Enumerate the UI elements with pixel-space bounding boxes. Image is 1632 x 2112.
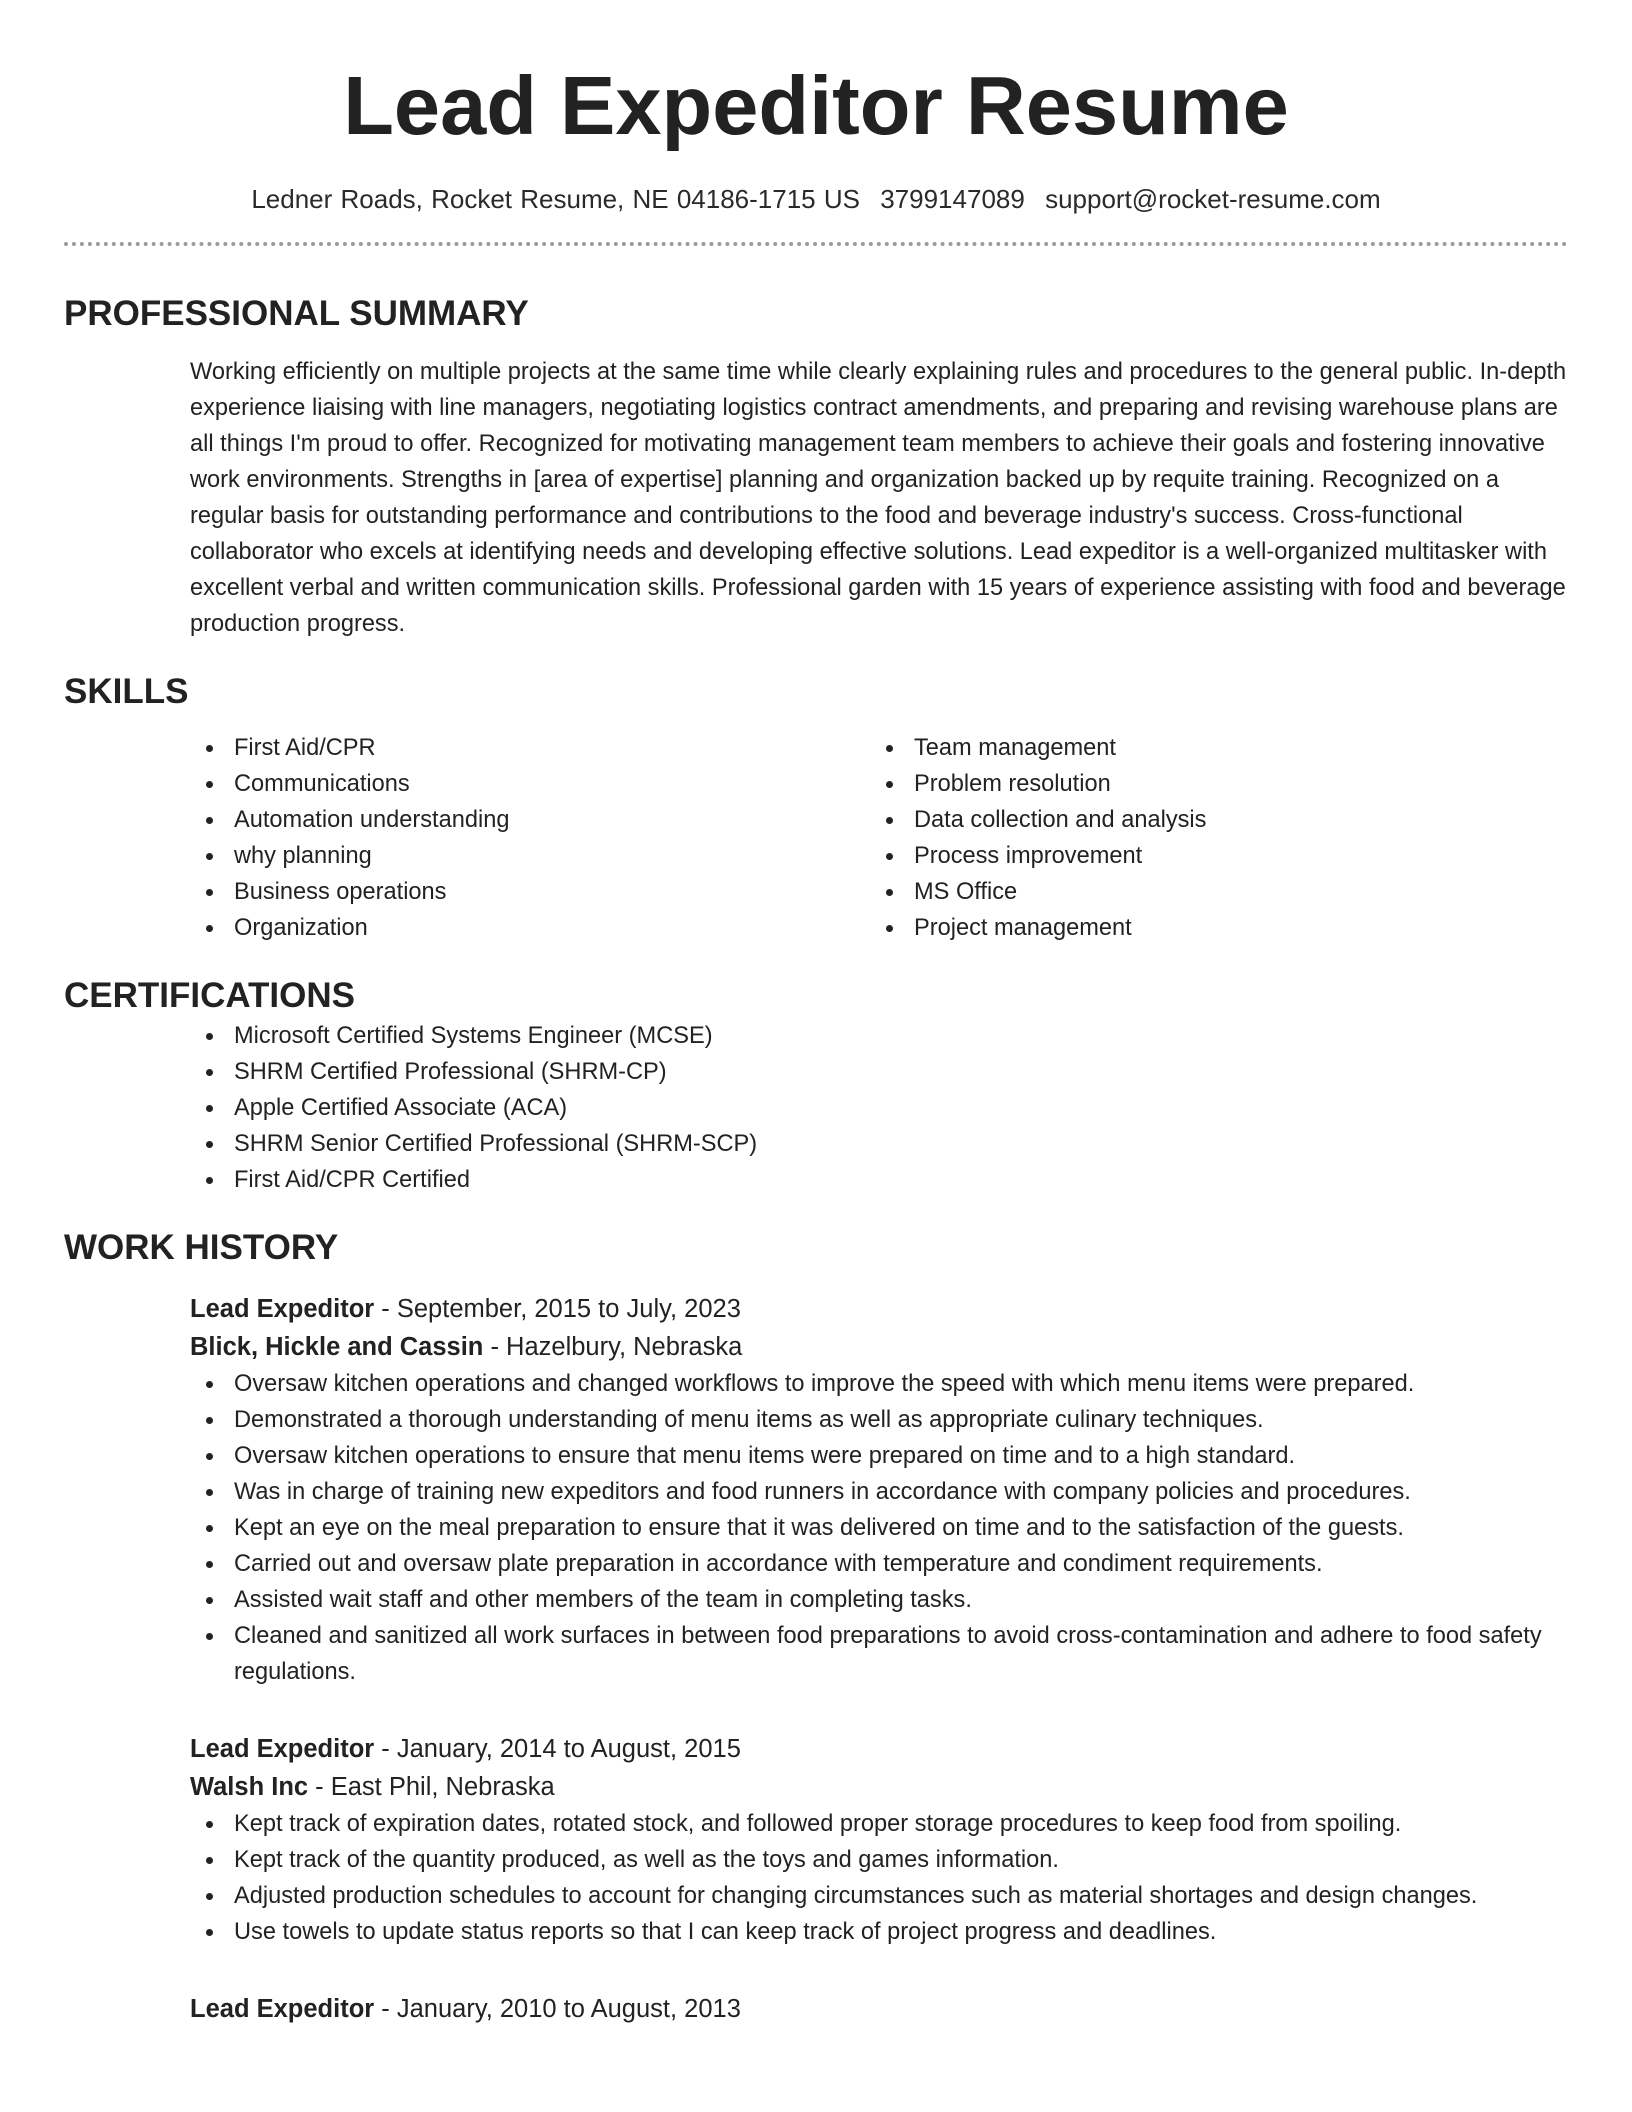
- job-company: Blick, Hickle and Cassin: [190, 1333, 484, 1361]
- skill-item: Business operations: [190, 874, 870, 910]
- job-title-line: [190, 1730, 1568, 1768]
- job-title: Lead Expeditor: [190, 1295, 375, 1323]
- skill-item: Process improvement: [870, 838, 1550, 874]
- skill-item: why planning: [190, 838, 870, 874]
- job-bullets: [190, 1366, 1568, 1690]
- skill-item: First Aid/CPR: [190, 730, 870, 766]
- job-bullet: Kept track of the quantity produced, as well as the toys and games information.: [190, 1842, 1568, 1878]
- certification-item: First Aid/CPR Certified: [190, 1162, 1568, 1198]
- skills-list-left: [190, 730, 870, 946]
- skill-item: Communications: [190, 766, 870, 802]
- job-entry: [190, 1290, 1568, 1690]
- job-entry: [190, 1990, 1568, 2028]
- skill-item: Problem resolution: [870, 766, 1550, 802]
- job-dates: - September, 2015 to July, 2023: [374, 1295, 741, 1323]
- skills-list-right: [870, 730, 1550, 946]
- job-bullet: Use towels to update status reports so that I can keep track of project progress and deadlines.: [190, 1914, 1568, 1950]
- job-title-line: [190, 1290, 1568, 1328]
- certifications-list: [190, 1018, 1568, 1198]
- skills-grid: [190, 730, 1568, 946]
- contact-address: Ledner Roads, Rocket Resume, NE 04186-1715 US: [251, 184, 860, 214]
- job-bullet: Assisted wait staff and other members of the team in completing tasks.: [190, 1582, 1568, 1618]
- skill-item: Organization: [190, 910, 870, 946]
- header-divider: [64, 242, 1568, 246]
- job-company-line: [190, 1768, 1568, 1806]
- job-title: Lead Expeditor: [190, 1995, 375, 2023]
- summary-text: Working efficiently on multiple projects at the same time while clearly explaining rules and procedures to the general public. In-depth experience liaising with line managers, negotiating logistics contract amendments, and preparing and revising warehouse plans are all things I'm proud to offer. Recognized for motivating management team members to achieve their goals and fostering innovative work environments. Strengths in [area of expertise] planning and organization backed up by requite training. Recognized on a regular basis for outstanding performance and contributions to the food and beverage industry's success. Cross-functional collaborator who excels at identifying needs and developing effective solutions. Lead expeditor is a well-organized multitasker with excellent verbal and written communication skills. Professional garden with 15 years of experience assisting with food and beverage production progress.: [190, 359, 1567, 637]
- job-bullet: Was in charge of training new expeditors and food runners in accordance with company policies and procedures.: [190, 1474, 1568, 1510]
- contact-email[interactable]: support@rocket-resume.com: [1045, 184, 1381, 214]
- job-location: - East Phil, Nebraska: [308, 1773, 555, 1801]
- job-location: - Hazelbury, Nebraska: [483, 1333, 743, 1361]
- job-bullet: Kept track of expiration dates, rotated stock, and followed proper storage procedures to keep food from spoiling.: [190, 1806, 1568, 1842]
- certification-item: SHRM Senior Certified Professional (SHRM-SCP): [190, 1126, 1568, 1162]
- certification-item: Microsoft Certified Systems Engineer (MCSE): [190, 1018, 1568, 1054]
- resume-title: Lead Expeditor Resume: [343, 59, 1289, 152]
- job-title: Lead Expeditor: [190, 1735, 375, 1763]
- skill-item: Project management: [870, 910, 1550, 946]
- job-title-line: [190, 1990, 1568, 2028]
- section-heading-summary: PROFESSIONAL SUMMARY: [64, 294, 529, 333]
- contact-line: [64, 182, 1568, 216]
- job-bullet: Adjusted production schedules to account for changing circumstances such as material shortages and design changes.: [190, 1878, 1568, 1914]
- job-entry: [190, 1730, 1568, 1950]
- job-bullet: Demonstrated a thorough understanding of menu items as well as appropriate culinary techniques.: [190, 1402, 1568, 1438]
- contact-phone: 3799147089: [880, 184, 1025, 214]
- job-bullet: Carried out and oversaw plate preparation in accordance with temperature and condiment requirements.: [190, 1546, 1568, 1582]
- job-bullet: Oversaw kitchen operations to ensure that menu items were prepared on time and to a high standard.: [190, 1438, 1568, 1474]
- skill-item: Automation understanding: [190, 802, 870, 838]
- skill-item: MS Office: [870, 874, 1550, 910]
- job-bullet: Cleaned and sanitized all work surfaces in between food preparations to avoid cross-contamination and adhere to food safety regulations.: [190, 1618, 1568, 1690]
- certification-item: Apple Certified Associate (ACA): [190, 1090, 1568, 1126]
- section-heading-work-history: WORK HISTORY: [64, 1228, 339, 1267]
- work-history: [64, 1290, 1568, 2028]
- job-bullet: Oversaw kitchen operations and changed workflows to improve the speed with which menu items were prepared.: [190, 1366, 1568, 1402]
- job-bullet: Kept an eye on the meal preparation to ensure that it was delivered on time and to the satisfaction of the guests.: [190, 1510, 1568, 1546]
- job-company-line: [190, 1328, 1568, 1366]
- section-heading-certifications: CERTIFICATIONS: [64, 976, 356, 1015]
- job-company: Walsh Inc: [190, 1773, 309, 1801]
- skill-item: Data collection and analysis: [870, 802, 1550, 838]
- section-heading-skills: SKILLS: [64, 672, 189, 711]
- job-dates: - January, 2014 to August, 2015: [374, 1735, 741, 1763]
- job-dates: - January, 2010 to August, 2013: [374, 1995, 741, 2023]
- job-bullets: [190, 1806, 1568, 1950]
- certification-item: SHRM Certified Professional (SHRM-CP): [190, 1054, 1568, 1090]
- skill-item: Team management: [870, 730, 1550, 766]
